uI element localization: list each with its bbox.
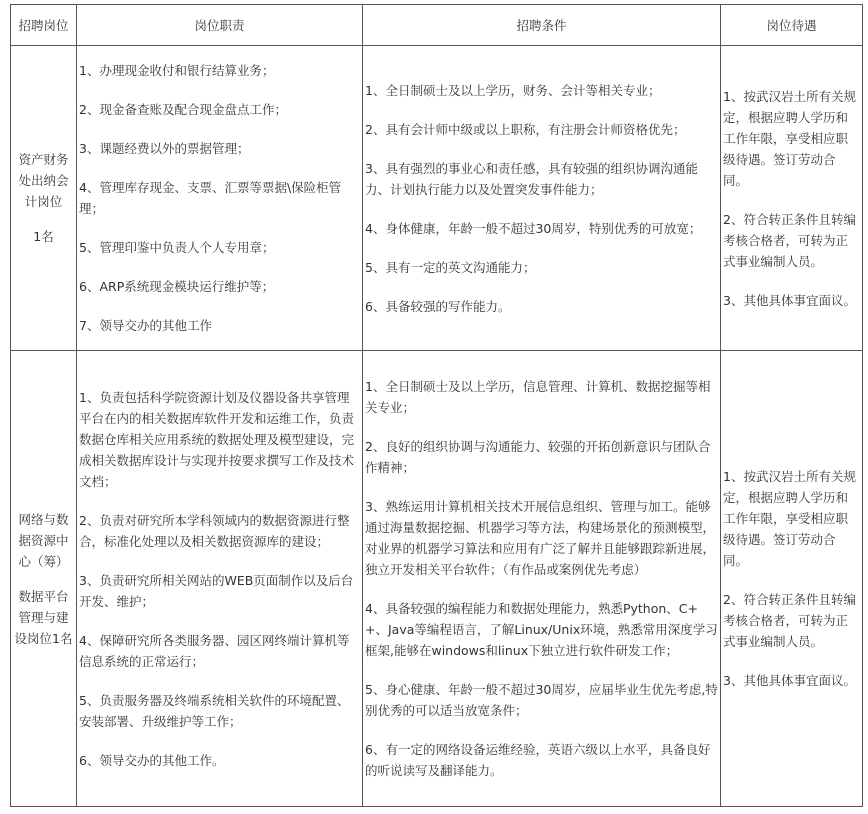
benefit-item: 3、其他具体事宜面议。	[723, 673, 856, 688]
requirement-item: 4、身体健康，年龄一般不超过30周岁，特别优秀的可放宽；	[365, 220, 702, 236]
header-duties: 岗位职责	[77, 5, 363, 46]
duties-cell	[77, 46, 363, 351]
position-count: 数据平台管理与建设岗位1名	[14, 588, 73, 646]
duty-item: 4、保障研究所各类服务器、园区网终端计算机等信息系统的正常运行；	[79, 632, 350, 669]
duty-item: 5、管理印鉴中负责人个人专用章；	[79, 240, 275, 255]
duty-item: 2、现金备查账及配合现金盘点工作；	[79, 102, 287, 117]
requirement-item: 1、全日制硕士及以上学历，信息管理、计算机、数据挖掘等相关专业；	[365, 379, 711, 415]
benefit-item: 3、其他具体事宜面议。	[723, 292, 856, 308]
position-count: 1名	[33, 229, 54, 244]
duty-item: 1、办理现金收付和银行结算业务；	[79, 63, 275, 78]
requirement-item: 6、有一定的网络设备运维经验，英语六级以上水平，具备良好的听说读写及翻译能力。	[365, 742, 711, 778]
requirements-cell	[363, 351, 721, 807]
position-title: 资产财务处出纳会计岗位	[18, 152, 69, 209]
table-row	[11, 351, 863, 807]
duty-item: 2、负责对研究所本学科领域内的数据资源进行整合，标准化处理以及相关数据资源库的建设；	[79, 512, 350, 549]
benefit-item: 1、按武汉岩土所有关规定，根据应聘人学历和工作年限，享受相应职级待遇。签订劳动合同。	[723, 88, 856, 188]
header-position: 招聘岗位	[11, 5, 77, 46]
table-row	[11, 46, 863, 351]
position-title: 网络与数据资源中心（筹）	[18, 511, 69, 569]
position-cell	[11, 351, 77, 807]
benefit-item: 1、按武汉岩土所有关规定，根据应聘人学历和工作年限，享受相应职级待遇。签订劳动合同。	[723, 469, 856, 568]
duty-item: 7、领导交办的其他工作	[79, 318, 212, 333]
recruitment-table	[10, 4, 863, 807]
requirement-item: 4、具备较强的编程能力和数据处理能力，熟悉Python、C++、Java等编程语言，了解Linux/Unix环境，熟悉常用深度学习框架,能够在windows和linux下独立进行软件研发工作；	[365, 601, 718, 658]
duty-item: 6、领导交办的其他工作。	[79, 752, 225, 768]
duties-cell	[77, 351, 363, 807]
duty-item: 5、负责服务器及终端系统相关软件的环境配置、安装部署、升级维护等工作；	[79, 692, 350, 729]
requirement-item: 5、身心健康、年龄一般不超过30周岁，应届毕业生优先考虑,特别优秀的可以适当放宽条件；	[365, 682, 718, 718]
requirement-item: 1、全日制硕士及以上学历，财务、会计等相关专业；	[365, 82, 661, 98]
requirement-item: 6、具备较强的写作能力。	[365, 298, 511, 314]
benefit-item: 2、符合转正条件且转编考核合格者，可转为正式事业编制人员。	[723, 211, 856, 269]
position-cell	[11, 46, 77, 351]
requirement-item: 3、具有强烈的事业心和责任感，具有较强的组织协调沟通能力、计划执行能力以及处置突发事件能力；	[365, 160, 698, 197]
duty-item: 3、课题经费以外的票据管理；	[79, 141, 250, 156]
benefits-cell	[721, 351, 863, 807]
header-row	[11, 5, 863, 46]
benefits-cell	[721, 46, 863, 351]
header-requirements: 招聘条件	[363, 5, 721, 46]
duty-item: 6、ARP系统现金模块运行维护等；	[79, 279, 275, 294]
duty-item: 4、管理库存现金、支票、汇票等票据\保险柜管理；	[79, 180, 342, 216]
benefit-item: 2、符合转正条件且转编考核合格者，可转为正式事业编制人员。	[723, 592, 856, 649]
requirement-item: 2、良好的组织协调与沟通能力、较强的开拓创新意识与团队合作精神；	[365, 439, 711, 475]
duty-item: 3、负责研究所相关网站的WEB页面制作以及后台开发、维护；	[79, 572, 354, 609]
requirement-item: 5、具有一定的英文沟通能力；	[365, 259, 536, 275]
requirement-item: 3、熟练运用计算机相关技术开展信息组织、管理与加工。能够通过海量数据挖掘、机器学习等方法，构建场景化的预测模型，对业界的机器学习算法和应用有广泛了解并且能够跟踪新进展，独立开发相关平台软件；（有作品或案例优先考虑）	[365, 499, 716, 577]
requirement-item: 2、具有会计师中级或以上职称，有注册会计师资格优先；	[365, 121, 686, 137]
requirements-cell	[363, 46, 721, 351]
duty-item: 1、负责包括科学院资源计划及仪器设备共享管理平台在内的相关数据库软件开发和运维工作，负责数据仓库相关应用系统的数据处理及模型建设，完成相关数据库设计与实现并按要求撰写工作及技术文档；	[79, 389, 355, 489]
header-benefits: 岗位待遇	[721, 5, 863, 46]
